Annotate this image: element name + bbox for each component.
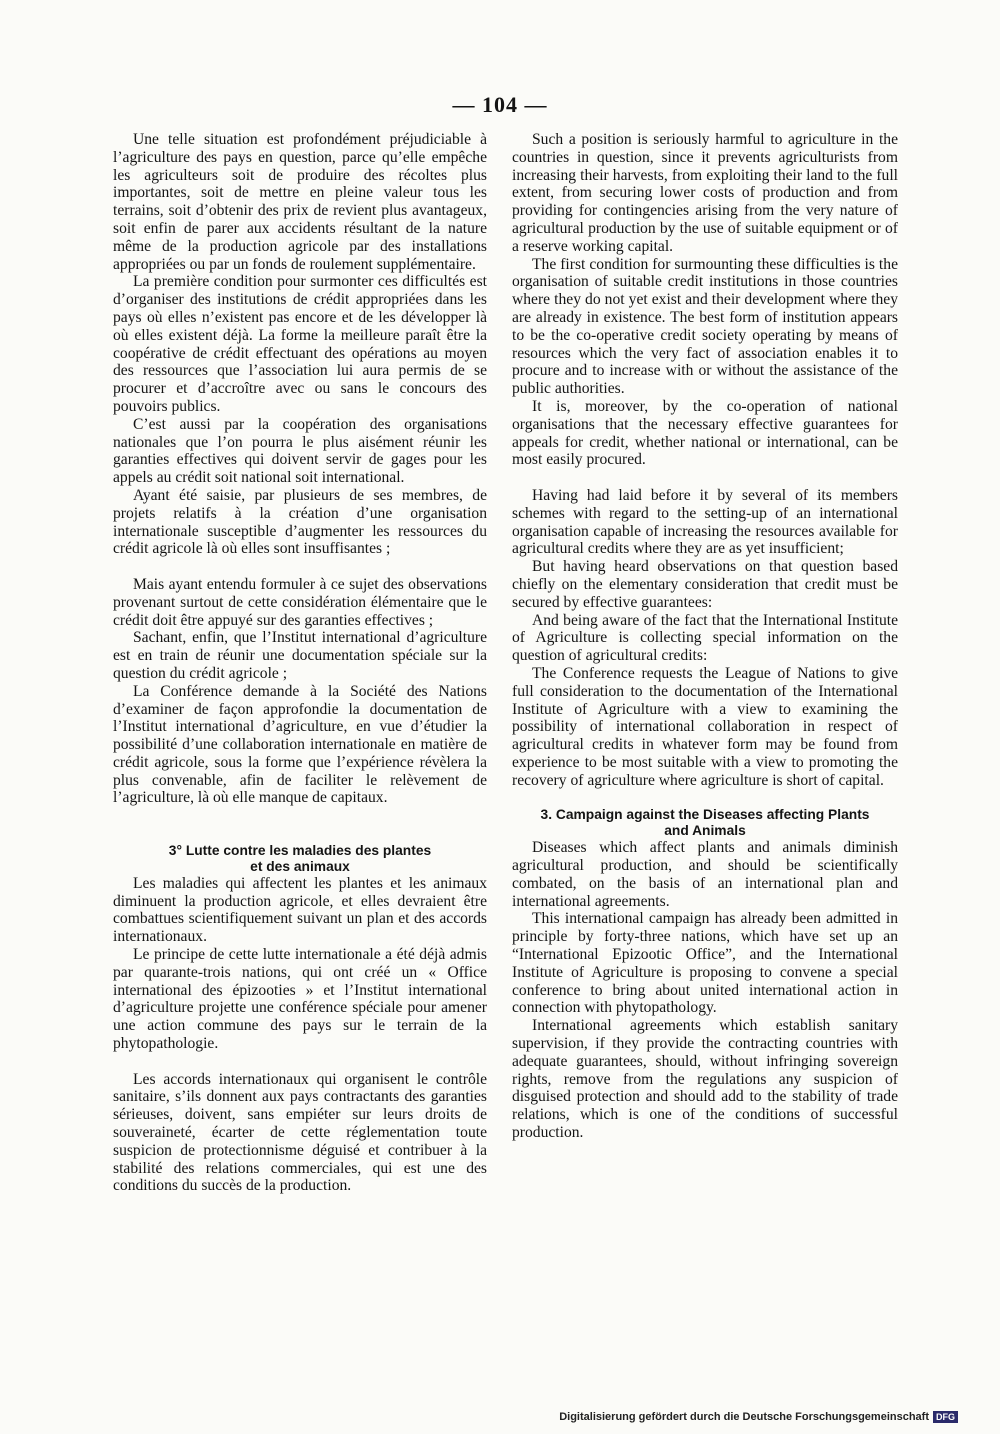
paragraph: Having had laid before it by several of its members schemes with regard to the setting-up of an international organisation capable of increasing the resources available for agricultural credits where they are as yet insufficient; [512,486,898,558]
digitization-footer [559,1411,958,1423]
english-column [512,131,898,1142]
french-column [113,131,487,1195]
section-heading-line1: 3° Lutte contre les maladies des plantes [168,842,432,858]
footer-text: Digitalisierung gefördert durch die Deutsche Forschungsgemeinschaft [559,1411,929,1423]
paragraph: Une telle situation est profondément préjudiciable à l’agriculture des pays en question, parce qu’elle empêche les agriculteurs soit de produire des récoltes plus importantes, soit de mettre en pleine valeur tous les terrains, soit d’obtenir des prix de revient plus avantageux, soit enfin de parer aux accidents résultant de la nature même de la production agricole par des installations appropriées ou par un fonds de roulement supplémentaire. [113,131,487,273]
section-heading-line2: et des animaux [250,858,350,874]
dfg-logo: DFG [933,1411,958,1423]
paragraph: And being aware of the fact that the International Institute of Agriculture is collecting special information on the question of agricultural credits: [512,611,898,665]
paragraph: C’est aussi par la coopération des organisations nationales que l’on pourra le plus aisément réunir les garanties effectives qui doivent servir de gages pour les appels au crédit soit national soit international. [113,415,487,487]
paragraph: Les accords internationaux qui organisent le contrôle sanitaire, s’ils donnent aux pays contractants des garanties sérieuses, doivent, sans empiéter sur leurs droits de souveraineté, écarter de cette réglementation toute suspicion de protectionnisme déguisé et contribuer à la stabilité des relations commerciales, qui est une des conditions du succès de la production. [113,1070,487,1195]
paragraph: But having heard observations on that question based chiefly on the elementary consideration that credit must be secured by effective guarantees: [512,558,898,611]
paragraph: Diseases which affect plants and animals diminish agricultural production, and should be scientifically combated, on the basis of an international plan and international agreements. [512,839,898,910]
paragraph: The first condition for surmounting these difficulties is the organisation of suitable credit institutions in those countries where they do not yet exist and their development where they are already in existence. The best form of institution appears to be the co-operative credit society operating by means of resources which the very fact of association enables it to procure and to increase with or without the assistance of the public authorities. [512,255,898,398]
section-heading-line1: 3. Campaign against the Diseases affecting Plants [540,807,870,823]
paragraph: Such a position is seriously harmful to agriculture in the countries in question, since it prevents agriculturists from increasing their harvests, from exploiting their land to the full extent, from securing lower costs of production and from providing for contingencies arising from the very nature of agricultural production by the use of suitable equipment or of a reserve working capital. [512,131,898,255]
paragraph: Mais ayant entendu formuler à ce sujet des observations provenant surtout de cette considération élémentaire que le crédit doit être appuyé sur des garanties effectives ; [113,575,487,629]
paragraph: It is, moreover, by the co-operation of national organisations that the necessary effective guarantees for appeals for credit, whether national or international, can be most easily procured. [512,397,898,469]
paragraph: The Conference requests the League of Nations to give full consideration to the documentation of the International Institute of Agriculture with a view to examining the possibility of international collaboration in respect of agricultural credits in whatever form may be found from experience to be most suitable with a view to promoting the recovery of agriculture where agriculture is short of capital. [512,664,898,789]
paragraph: Le principe de cette lutte internationale a été déjà admis par quarante-trois nations, qui ont créé un « Office international des épizooties » et l’Institut international d’agriculture projette une conférence spéciale pour amener une action commune des pays sur le terrain de la phytopathologie. [113,946,487,1053]
page-number: — 104 — [452,92,548,117]
paragraph: International agreements which establish sanitary supervision, if they provide the contracting countries with adequate guarantees, should, without infringing sovereign rights, remove from the regulations any suspicion of disguised protection and should add to the stability of trade relations, which is one of the conditions of successful production. [512,1017,898,1142]
paragraph: La première condition pour surmonter ces difficultés est d’organiser des institutions de crédit appropriées dans les pays où elles n’existent pas encore et de les développer là où elles existent déjà. La forme la meilleure paraît être la coopérative de crédit effectuant des opérations au moyen des ressources que l’association lui aura permis de se procurer et d’accroître avec ou sans le concours des pouvoirs publics. [113,273,487,415]
paragraph: This international campaign has already been admitted in principle by forty-three nations, which have set up an “International Epizootic Office”, and the International Institute of Agriculture is proposing to convene a special conference to bring about united international action in connection with phytopathology. [512,910,898,1017]
paragraph: La Conférence demande à la Société des Nations d’examiner de façon approfondie la documentation de l’Institut international d’agriculture, en vue d’étudier la possibilité d’une collaboration internationale en matière de crédit agricole, sous la forme que l’expérience révèlera la plus convenable, afin de faciliter le relèvement de l’agriculture, là où elle manque de capitaux. [113,682,487,807]
paragraph: Les maladies qui affectent les plantes et les animaux diminuent la production agricole, et elles devraient être combattues scientifiquement suivant un plan et des accords internationaux. [113,874,487,946]
paragraph: Ayant été saisie, par plusieurs de ses membres, de projets relatifs à la création d’une organisation internationale susceptible d’augmenter les ressources du crédit agricole là où elles sont insuffisantes ; [113,486,487,558]
section-heading-line2: and Animals [664,823,746,839]
paragraph: Sachant, enfin, que l’Institut international d’agriculture est en train de réunir une documentation spéciale sur la question du crédit agricole ; [113,629,487,682]
